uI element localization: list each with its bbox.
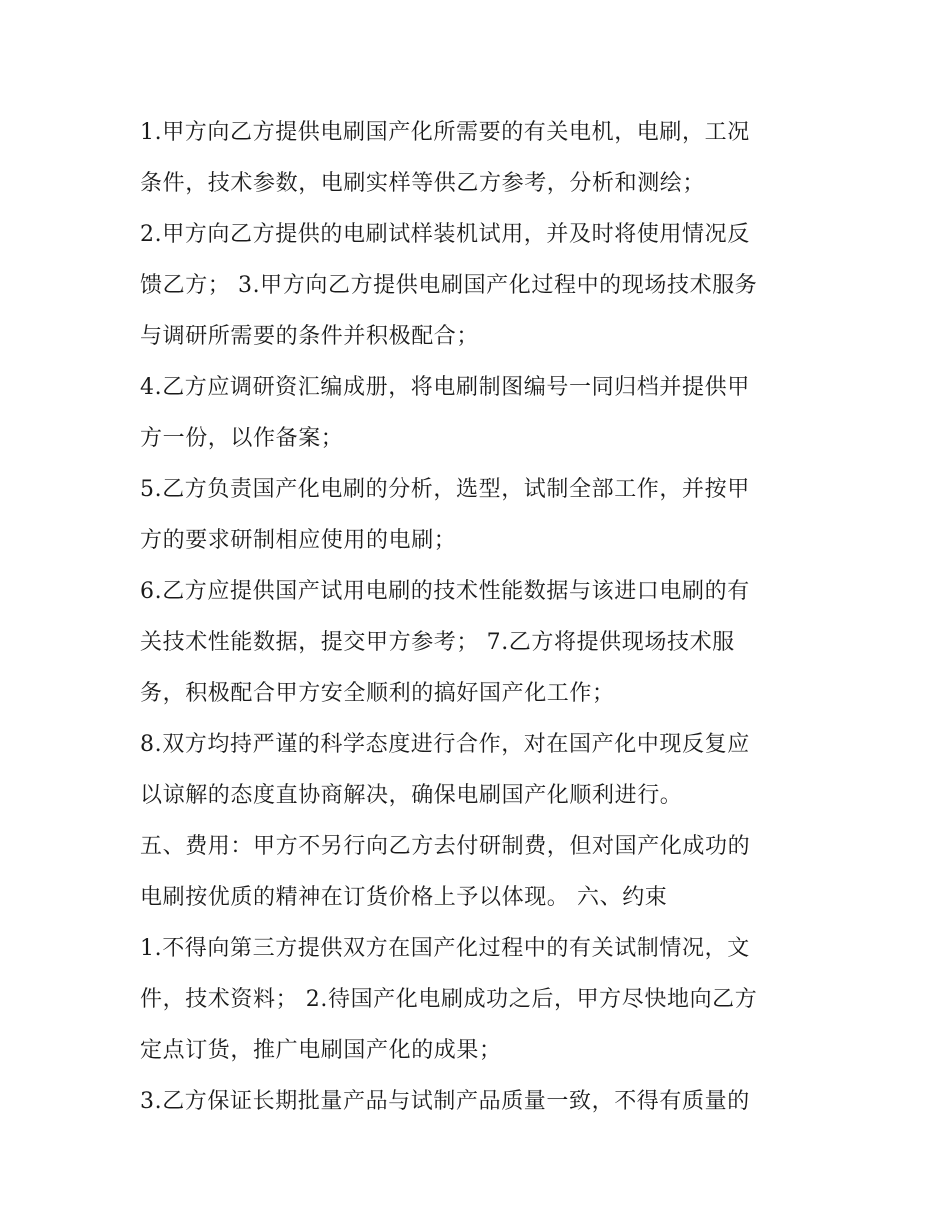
- text-line: 5.乙方负责国产化电刷的分析，选型，试制全部工作，并按甲: [140, 477, 750, 502]
- text-line: 1.不得向第三方提供双方在国产化过程中的有关试制情况，文: [140, 936, 750, 961]
- text-line: 2.甲方向乙方提供的电刷试样装机试用，并及时将使用情况反: [140, 222, 750, 247]
- text-line: 与调研所需要的条件并积极配合；: [140, 324, 480, 349]
- text-line: 五、费用：甲方不另行向乙方去付研制费，但对国产化成功的: [140, 834, 751, 859]
- text-line: 方的要求研制相应使用的电刷；: [140, 528, 457, 553]
- text-line: 电刷按优质的精神在订货价格上予以体现。 六、约束: [140, 885, 668, 910]
- text-line: 条件，技术参数，电刷实样等供乙方参考，分析和测绘；: [140, 171, 706, 196]
- text-line: 1.甲方向乙方提供电刷国产化所需要的有关电机，电刷，工况: [140, 120, 750, 145]
- text-line: 馈乙方； 3.甲方向乙方提供电刷国产化过程中的现场技术服务: [140, 273, 758, 298]
- text-line: 件，技术资料； 2.待国产化电刷成功之后，甲方尽快地向乙方: [140, 987, 758, 1012]
- text-line: 定点订货，推广电刷国产化的成果；: [140, 1038, 502, 1063]
- text-line: 3.乙方保证长期批量产品与试制产品质量一致，不得有质量的: [140, 1089, 750, 1114]
- text-line: 4.乙方应调研资汇编成册，将电刷制图编号一同归档并提供甲: [140, 375, 750, 400]
- document-body: [140, 107, 820, 1127]
- text-line: 务，积极配合甲方安全顺利的搞好国产化工作；: [140, 681, 615, 706]
- text-line: 6.乙方应提供国产试用电刷的技术性能数据与该进口电刷的有: [140, 579, 750, 604]
- text-line: 关技术性能数据，提交甲方参考； 7.乙方将提供现场技术服: [140, 630, 735, 655]
- text-line: 8.双方均持严谨的科学态度进行合作，对在国产化中现反复应: [140, 732, 750, 757]
- text-line: 以谅解的态度直协商解决，确保电刷国产化顺利进行。: [140, 783, 683, 808]
- text-line: 方一份，以作备案；: [140, 426, 344, 451]
